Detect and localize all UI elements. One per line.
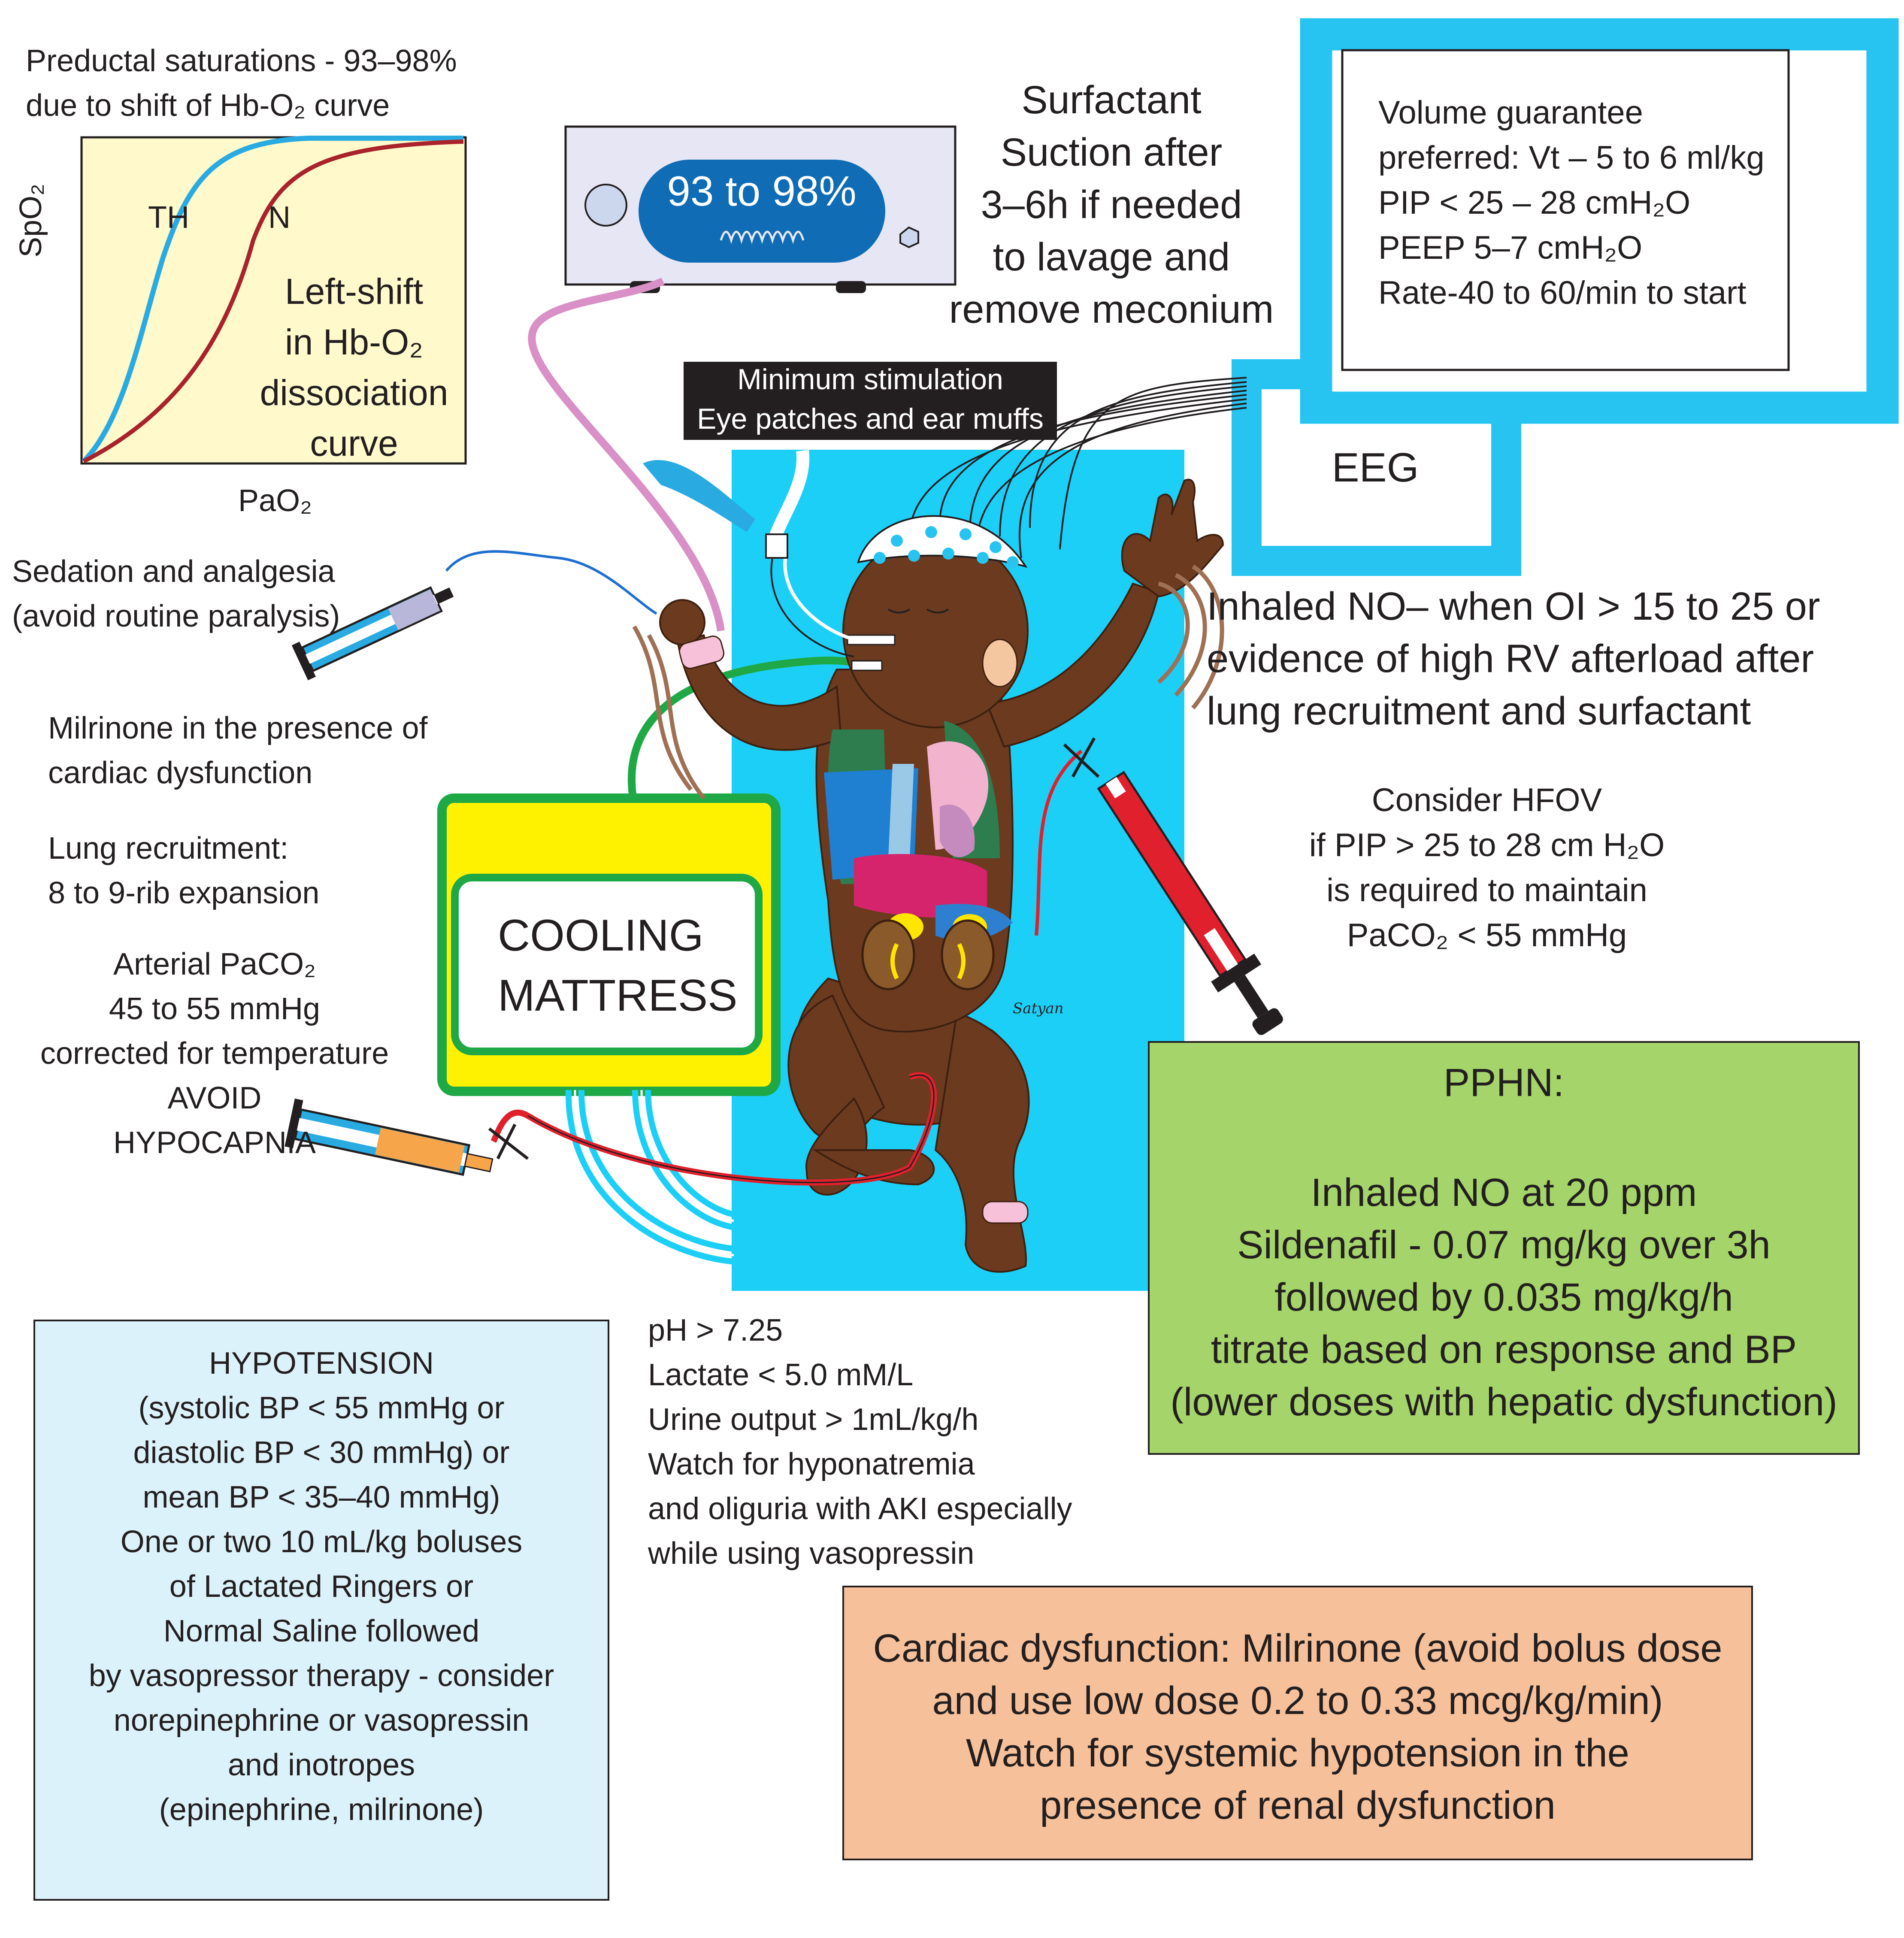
target-line: Lactate < 5.0 mM/L [648, 1358, 914, 1392]
annotation-line: dissociation [260, 372, 448, 413]
surfactant-note [914, 74, 1309, 336]
th-curve-label: TH [148, 200, 189, 235]
target-line: while using vasopressin [648, 1536, 975, 1571]
hypotension-line: (epinephrine, milrinone) [159, 1793, 484, 1827]
hypotension-line: norepinephrine or vasopressin [113, 1703, 530, 1738]
kidney-right [942, 921, 993, 989]
annotation-line: in Hb-O₂ [285, 322, 423, 362]
mattress-line: MATTRESS [498, 971, 738, 1020]
inhaled-no-line: lung recruitment and surfactant [1207, 689, 1751, 733]
pphn-line: (lower doses with hepatic dysfunction) [1170, 1380, 1837, 1424]
paco2-line: Arterial PaCO₂ [113, 947, 316, 981]
hfov-line: Consider HFOV [1371, 782, 1602, 818]
pphn-line: Sildenafil - 0.07 mg/kg over 3h [1237, 1223, 1771, 1267]
n-curve-label: N [268, 200, 291, 235]
cardiac-line: Watch for systemic hypotension in the [966, 1731, 1629, 1775]
pphn-treatment [1149, 1166, 1859, 1428]
hypotension-line: by vasopressor therapy - consider [88, 1659, 554, 1693]
pphn-line: titrate based on response and BP [1211, 1328, 1797, 1372]
paco2-line: AVOID [167, 1081, 262, 1115]
left-shift-annotation [247, 266, 461, 469]
hfov-note [1277, 778, 1697, 958]
hypotension-line: diastolic BP < 30 mmHg) or [133, 1435, 510, 1470]
ventilation-line: Volume guarantee [1378, 94, 1643, 131]
hypotension-line: of Lactated Ringers or [169, 1569, 474, 1604]
lung-recruitment-note [48, 826, 319, 915]
sedation-note [12, 549, 340, 639]
oximeter-cable [532, 281, 721, 631]
paco2-line: 45 to 55 mmHg [109, 992, 321, 1026]
milrinone-line: Milrinone in the presence of [48, 711, 428, 745]
surfactant-line: 3–6h if needed [981, 183, 1242, 227]
cardiac-line: and use low dose 0.2 to 0.33 mcg/kg/min) [932, 1679, 1663, 1723]
target-line: and oliguria with AKI especially [648, 1492, 1072, 1526]
cardiac-dysfunction-note [843, 1622, 1752, 1832]
y-axis-label: SpO₂ [14, 183, 48, 257]
target-line: Urine output > 1mL/kg/h [648, 1402, 979, 1437]
stimulation-line: Eye patches and ear muffs [697, 403, 1044, 435]
hfov-line: PaCO₂ < 55 mmHg [1347, 917, 1627, 954]
ventilation-settings [1378, 90, 1765, 315]
stimulation-line: Minimum stimulation [737, 363, 1003, 396]
pphn-title: PPHN: [1443, 1061, 1565, 1105]
cardiac-line: presence of renal dysfunction [1040, 1784, 1556, 1827]
resuscitation-targets [648, 1308, 1072, 1576]
pphn-line: Inhaled NO at 20 ppm [1311, 1171, 1697, 1214]
pphn-line: followed by 0.035 mg/kg/h [1274, 1275, 1733, 1319]
sedation-line: Sedation and analgesia [12, 554, 335, 589]
target-line: pH > 7.25 [648, 1313, 783, 1348]
paco2-line: corrected for temperature [40, 1036, 389, 1071]
inhaled-no-line: evidence of high RV afterload after [1207, 637, 1814, 681]
hypotension-line: HYPOTENSION [209, 1346, 434, 1381]
ventilation-line: PEEP 5–7 cmH₂O [1378, 230, 1643, 266]
kidney-left [863, 921, 914, 989]
hb-curve-caption [26, 39, 457, 128]
hypotension-line: Normal Saline followed [163, 1614, 480, 1648]
annotation-line: Left-shift [285, 271, 424, 312]
annotation-line: curve [310, 423, 398, 463]
ventilation-line: preferred: Vt – 5 to 6 ml/kg [1378, 139, 1765, 176]
hypotension-line: mean BP < 35–40 mmHg) [142, 1480, 500, 1514]
inhaled-no-line: Inhaled NO– when OI > 15 to 25 or [1207, 584, 1820, 628]
caption-line: due to shift of Hb-O₂ curve [26, 88, 390, 123]
cooling-mattress-label [498, 905, 738, 1026]
eeg-label: EEG [1332, 445, 1419, 491]
surfactant-line: Surfactant [1021, 78, 1202, 122]
ventilation-line: PIP < 25 – 28 cmH₂O [1378, 185, 1691, 221]
surfactant-line: remove meconium [949, 288, 1274, 331]
x-axis-label: PaO₂ [238, 484, 312, 518]
ventilation-line: Rate-40 to 60/min to start [1378, 275, 1747, 311]
target-line: Watch for hyponatremia [648, 1447, 975, 1481]
lung-recruitment-line: Lung recruitment: [48, 831, 289, 866]
sedation-line [446, 551, 657, 614]
paco2-note [9, 942, 421, 1165]
surfactant-line: to lavage and [993, 235, 1230, 279]
mattress-line: COOLING [498, 911, 704, 960]
milrinone-line: cardiac dysfunction [48, 756, 313, 790]
monitor-display-value: 93 to 98% [667, 167, 857, 215]
stimulation-label [684, 360, 1057, 439]
lung-recruitment-line: 8 to 9-rib expansion [48, 876, 320, 910]
paco2-line: HYPOCAPNIA [113, 1126, 316, 1160]
hypotension-line: One or two 10 mL/kg boluses [120, 1525, 523, 1559]
caption-line: Preductal saturations - 93–98% [26, 44, 457, 78]
sedation-line: (avoid routine paralysis) [12, 599, 340, 633]
artist-signature: Satyan [1013, 1000, 1064, 1017]
inhaled-no-note [1207, 580, 1820, 737]
hypotension-note [34, 1341, 608, 1832]
hypotension-line: and inotropes [227, 1748, 415, 1782]
hypotension-line: (systolic BP < 55 mmHg or [138, 1391, 505, 1425]
hfov-line: if PIP > 25 to 28 cm H₂O [1309, 827, 1665, 863]
cardiac-line: Cardiac dysfunction: Milrinone (avoid bolus dose [873, 1626, 1722, 1670]
milrinone-note [48, 706, 428, 795]
surfactant-line: Suction after [1000, 130, 1223, 174]
hfov-line: is required to maintain [1326, 872, 1647, 908]
